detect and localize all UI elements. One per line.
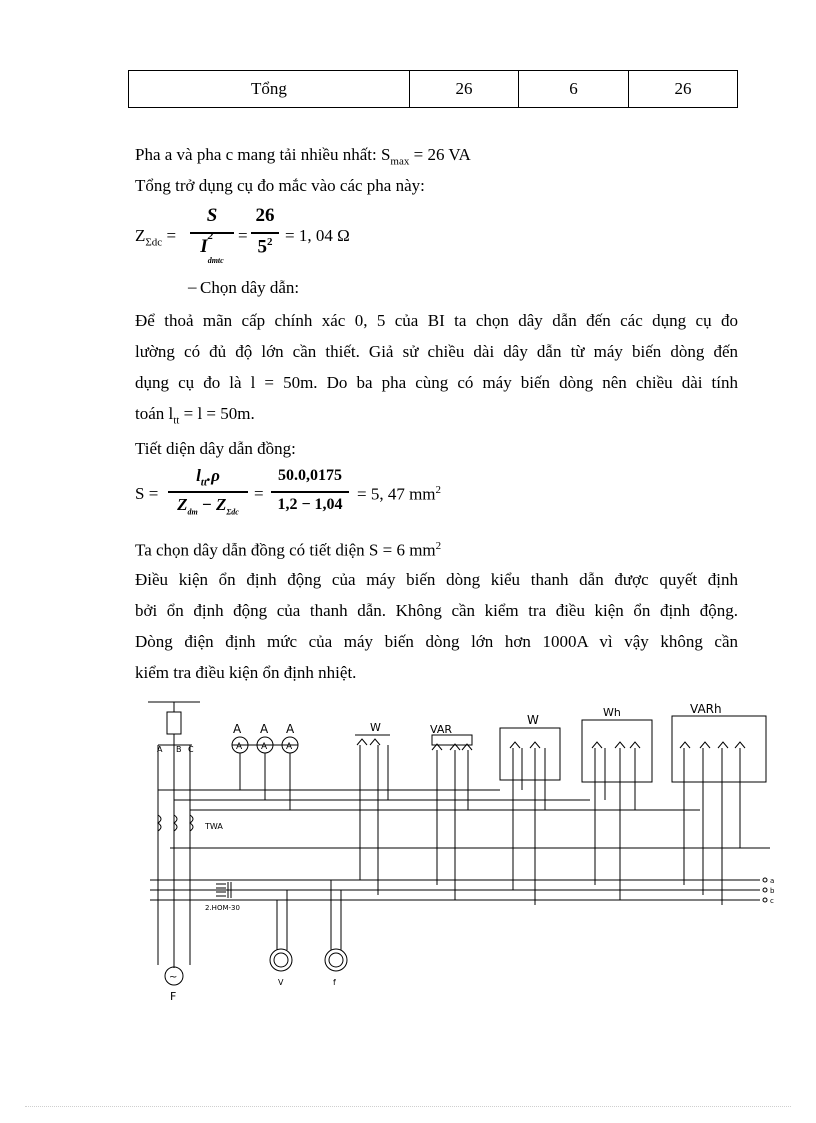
table-cell: 26 [410,71,519,108]
phase-a-label: A [157,745,163,754]
denominator-minus: − [197,495,216,514]
fuse-icon [167,712,181,734]
table-cell: 6 [519,71,629,108]
terminal-b-icon [763,888,767,892]
formula1-numerator-s: S [206,205,218,226]
page-footer-divider [25,1106,791,1107]
meter-w2-frame [500,728,560,780]
table-row-label: Tổng [129,71,410,108]
chosen-wire-text: Ta chọn dây dẫn đồng có tiết diện S = 6 mm [135,540,436,560]
denominator-z1: Z [177,495,188,514]
formula-equals: = [166,226,177,245]
bus-a-label: a [770,877,775,885]
formula1-result: = 1, 04 Ω [285,226,350,245]
max-load-subscript: max [390,155,410,168]
ammeter-label: A [233,722,242,736]
formula1-numerator-26: 26 [255,205,275,226]
meter-wh-frame [582,720,652,782]
formula-lhs-subscript: Σdc [145,236,163,249]
denominator-exponent: 2 [267,236,273,248]
impedance-intro: Tổng trở dụng cụ đo mắc vào các pha này: [135,176,425,195]
meter-var-frame [432,735,472,745]
meter-var-label: VAR [430,723,452,736]
bus-b-label: b [770,887,775,895]
meter-wh-coil-icon [592,742,640,748]
frequency-meter-inner [329,953,343,967]
ammeter-label: A [286,722,295,736]
meter-varh-label: VARh [690,702,722,716]
formula2-numerator-values: 50.0,0175 [278,467,342,484]
result-exponent: 2 [435,484,442,496]
voltmeter-label: V [278,978,284,987]
ammeter-label: A [260,722,269,736]
denominator-exponent: 2 [207,230,214,242]
numerator-rho: .ρ [206,466,220,485]
denominator-z1-subscript: dm [187,507,198,517]
denominator-base: 5 [257,236,267,258]
paragraph-line: Điều kiện ổn định động của máy biến dòng kiểu thanh dẫn được quyết định [135,570,738,589]
meter-w1-label: W [370,721,381,734]
phase-c-label: C [188,745,194,754]
denominator-subscript: dmtc [207,255,224,265]
voltmeter-icon [270,949,292,971]
formula-lhs-symbol: Z [135,226,146,245]
paragraph-line: kiểm tra điều kiện ổn định nhiệt. [135,663,357,682]
chosen-wire-exponent: 2 [435,540,442,552]
length-value: = l = 50m. [179,404,255,423]
max-load-text: Pha a và pha c mang tải nhiều nhất: S [135,145,391,164]
generator-label: F [170,990,177,1003]
formula2-equals: = [254,484,264,503]
denominator-z2-subscript: Σdc [226,507,239,517]
bus-c-label: c [770,897,774,905]
paragraph-line: bởi ổn định động của thanh dẫn. Không cần kiểm tra điều kiện ổn định động. [135,601,738,620]
formula2-lhs: S = [135,484,159,503]
ammeter-symbol: A [286,742,293,752]
denominator-symbol: I [200,236,208,257]
meter-varh-coil-icon [680,742,745,748]
meter-w2-coil-icon [510,742,540,748]
frequency-meter-label: f [333,978,336,987]
generator-symbol: ~ [169,972,178,983]
result-value: = 5, 47 mm [357,484,436,504]
phase-b-label: B [176,745,182,754]
section-cross-section: Tiết diện dây dẫn đồng: [135,439,296,458]
formula-equals-2: = [238,226,248,245]
vt-label: 2.HOM-30 [205,904,240,912]
terminal-c-icon [763,898,767,902]
meter-w2-label: W [527,713,539,727]
paragraph-line: Để thoả mãn cấp chính xác 0, 5 của BI ta chọn dây dẫn đến các dụng cụ đo [135,311,738,330]
max-load-value: = 26 VA [409,145,471,164]
ammeter-symbol: A [261,742,268,752]
bullet-choose-wire: Chọn dây dẫn: [200,278,300,297]
length-subscript: tt [173,414,180,427]
ct-label: TWA [205,822,223,831]
denominator-z2: Z [215,495,227,514]
paragraph-line: lường có đủ độ lớn cần thiết. Giả sử chiều dài dây dẫn từ máy biến dòng đến [135,342,738,361]
terminal-a-icon [763,878,767,882]
length-text: toán l [135,404,174,423]
voltmeter-inner [274,953,288,967]
meter-varh-frame [672,716,766,782]
ammeter-symbol: A [236,742,243,752]
bullet-dash: – [188,277,197,296]
numerator-symbol: l [196,466,201,485]
paragraph-line: Dòng điện định mức của máy biến dòng lớn hơn 1000A vì vậy không cần [135,632,738,651]
table-cell: 26 [629,71,738,108]
paragraph-line: dụng cụ đo là l = 50m. Do ba pha cùng có máy biến dòng nên chiều dài tính [135,373,738,392]
frequency-meter-icon [325,949,347,971]
formula2-denominator-values: 1,2 − 1,04 [277,496,343,513]
numerator-subscript: tt [200,476,207,489]
meter-w1-coil-icon [357,739,380,745]
meter-wh-label: Wh [603,706,621,719]
